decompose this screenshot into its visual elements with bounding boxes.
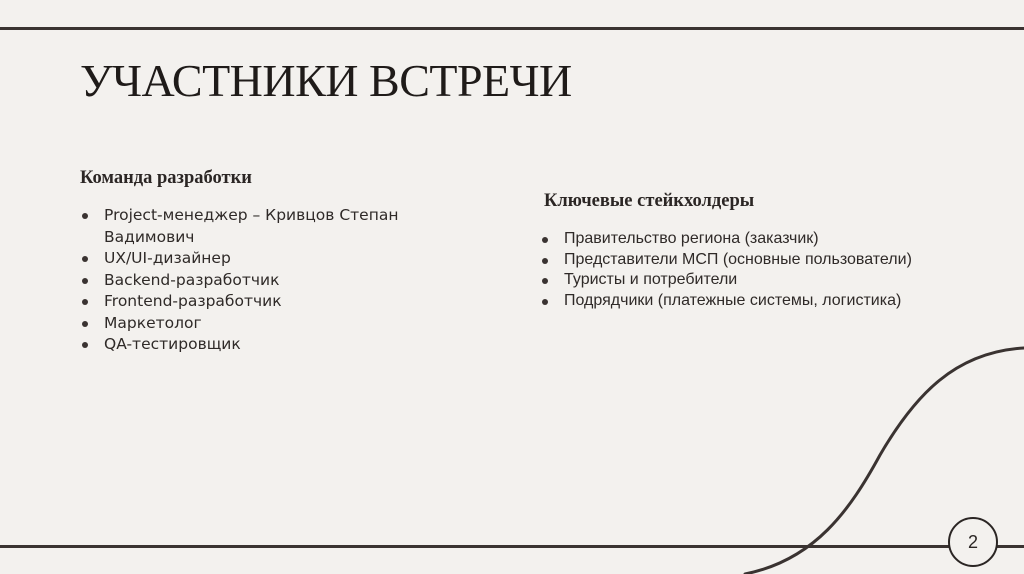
team-list-item bbox=[80, 313, 480, 335]
stakeholder-list-item bbox=[540, 229, 980, 250]
slide-title: УЧАСТНИКИ ВСТРЕЧИ bbox=[80, 55, 572, 106]
bullet-icon bbox=[82, 213, 88, 219]
team-list-item bbox=[80, 248, 480, 270]
bullet-icon bbox=[542, 278, 548, 284]
bullet-icon bbox=[82, 321, 88, 327]
bullet-icon bbox=[542, 237, 548, 243]
bullet-icon bbox=[82, 299, 88, 305]
team-list-item bbox=[80, 334, 480, 356]
stakeholder-item-text: Подрядчики (платежные системы, логистика) bbox=[564, 291, 902, 309]
bullet-icon bbox=[82, 256, 88, 262]
stakeholders-list bbox=[540, 229, 980, 311]
team-list bbox=[80, 205, 480, 356]
team-list-item bbox=[80, 205, 480, 248]
stakeholder-item-text: Правительство региона (заказчик) bbox=[564, 230, 819, 247]
stakeholder-item-text: Представители МСП (основные пользователи) bbox=[564, 250, 912, 268]
bullet-icon bbox=[82, 342, 88, 348]
team-item-text: Frontend-разработчик bbox=[104, 292, 282, 310]
team-item-text: QA-тестировщик bbox=[104, 335, 241, 353]
stakeholder-list-item bbox=[540, 291, 980, 312]
bullet-icon bbox=[542, 299, 548, 305]
team-item-text: Маркетолог bbox=[104, 313, 202, 332]
team-item-text: Backend-разработчик bbox=[104, 270, 280, 289]
team-list-item bbox=[80, 291, 480, 313]
page-number-badge bbox=[948, 517, 998, 567]
stakeholder-list-item bbox=[540, 250, 980, 271]
bullet-icon bbox=[542, 258, 548, 264]
team-item-text: UX/UI-дизайнер bbox=[104, 249, 231, 267]
bullet-icon bbox=[82, 278, 88, 284]
team-heading: Команда разработки bbox=[80, 168, 252, 188]
stakeholder-list-item bbox=[540, 270, 980, 291]
page-number: 2 bbox=[967, 531, 978, 552]
team-item-text: Project-менеджер – Кривцов Степан Вадимович bbox=[104, 206, 399, 246]
stakeholder-item-text: Туристы и потребители bbox=[564, 271, 738, 288]
team-list-item bbox=[80, 270, 480, 292]
bottom-divider-line bbox=[0, 545, 1024, 548]
stakeholders-heading: Ключевые стейкхолдеры bbox=[544, 191, 755, 211]
top-divider-line bbox=[0, 27, 1024, 30]
